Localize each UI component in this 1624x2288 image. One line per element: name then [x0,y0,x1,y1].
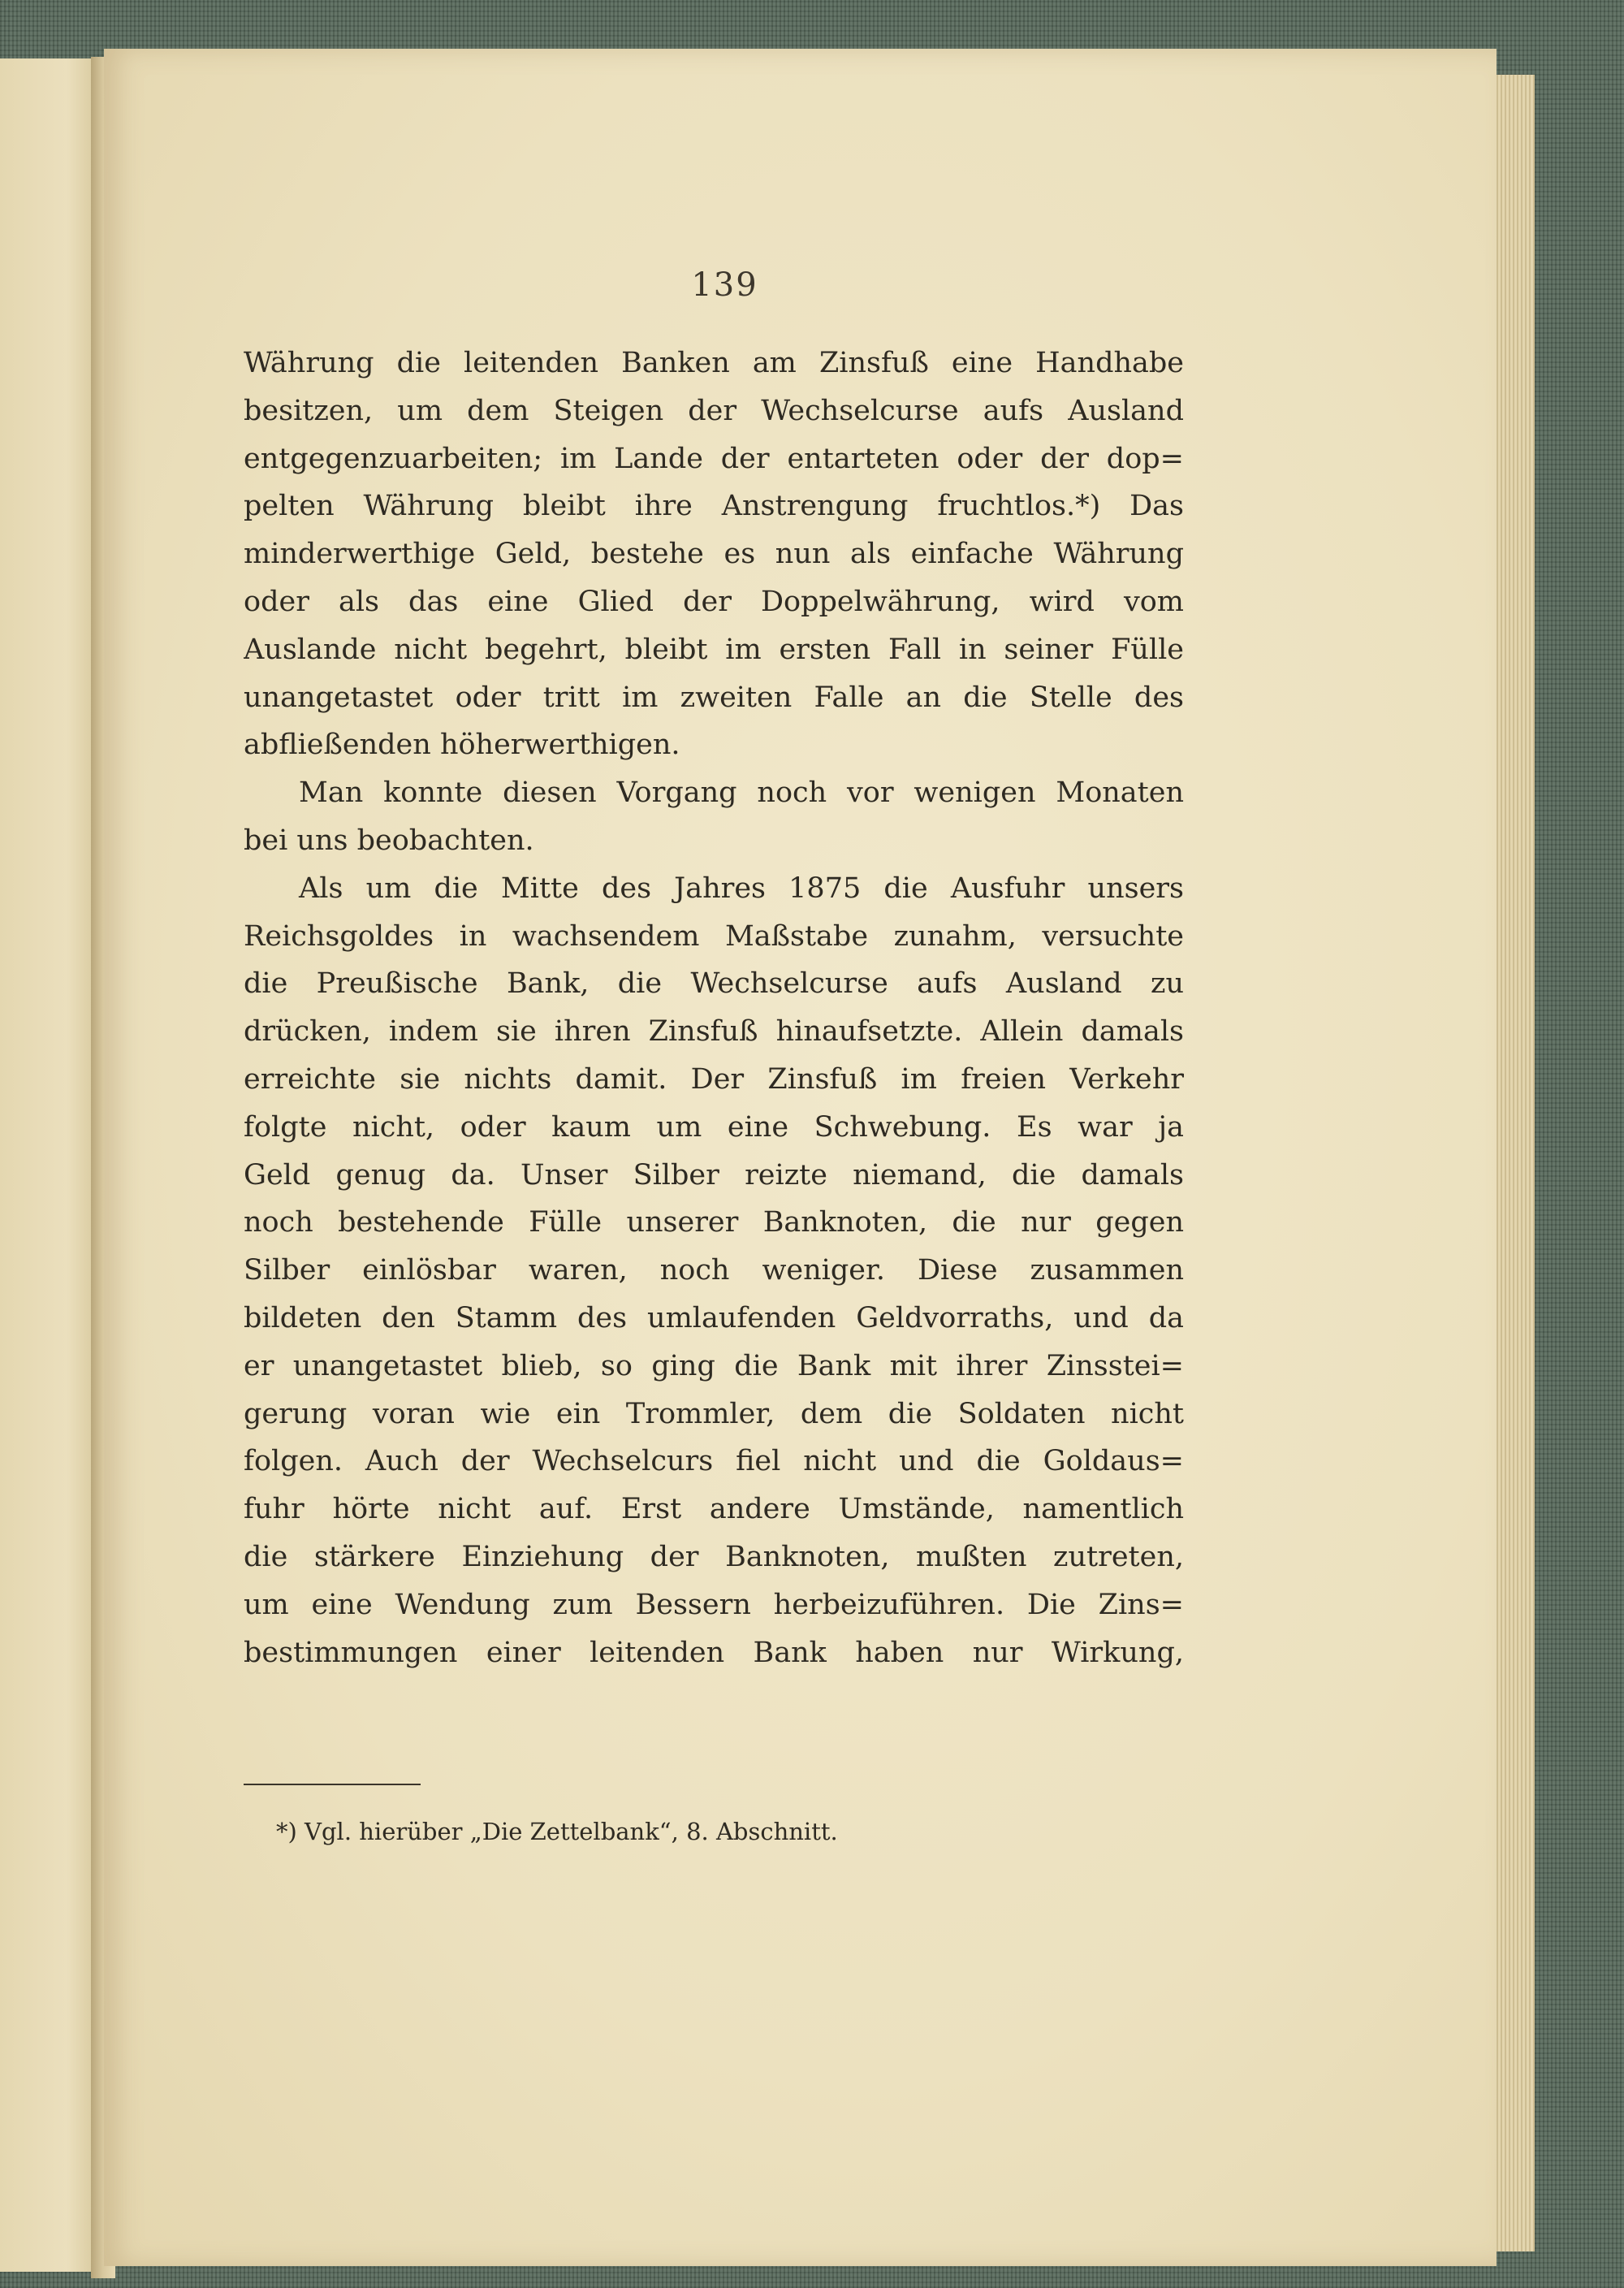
text-line: noch bestehende Fülle unserer Banknoten, die nur gegen [244,1206,1184,1239]
text-line: Auslande nicht begehrt, bleibt im ersten Fall in seiner Fülle [244,633,1184,666]
text-line: entgegenzuarbeiten; im Lande der entarteten oder der dop= [244,442,1184,475]
text-line: minderwerthige Geld, bestehe es nun als einfache Währung [244,538,1184,571]
text-line: erreichte sie nichts damit. Der Zinsfuß im freien Verkehr [244,1062,1184,1096]
text-line: oder als das eine Glied der Doppelwährung, wird vom [244,585,1184,618]
text-line: besitzen, um dem Steigen der Wechselcurse aufs Ausland [244,394,1184,427]
paragraph-3 [244,865,1184,1677]
text-line: abfließenden höherwerthigen. [244,729,680,762]
text-line: Silber einlösbar waren, noch weniger. Diese zusammen [244,1254,1184,1287]
text-line: folgte nicht, oder kaum um eine Schwebung. Es war ja [244,1110,1184,1144]
text-line: Man konnte diesen Vorgang noch vor wenigen Monaten [299,776,1184,810]
paragraph-2 [244,769,1184,865]
page-number: 139 [691,266,758,304]
text-line: unangetastet oder tritt im zweiten Falle an die Stelle des [244,681,1184,714]
text-line: pelten Währung bleibt ihre Anstrengung fruchtlos.*) Das [244,490,1184,523]
paragraph-1 [244,340,1184,769]
text-line: folgen. Auch der Wechselcurs fiel nicht und die Goldaus= [244,1445,1184,1478]
text-line: um eine Wendung zum Bessern herbeizuführen. Die Zins= [244,1588,1184,1621]
text-line: Währung die leitenden Banken am Zinsfuß eine Handhabe [244,347,1184,379]
text-line: bildeten den Stamm des umlaufenden Geldvorraths, und da [244,1301,1184,1334]
text-line: er unangetastet blieb, so ging die Bank mit ihrer Zinsstei= [244,1349,1184,1382]
text-line: fuhr hörte nicht auf. Erst andere Umstände, namentlich [244,1493,1184,1526]
text-line: Geld genug da. Unser Silber reizte niemand, die damals [244,1158,1184,1192]
footnote-divider [244,1784,421,1785]
text-line: gerung voran wie ein Trommler, dem die Soldaten nicht [244,1397,1184,1430]
footnote: *) Vgl. hierüber „Die Zettelbank“, 8. Abschnitt. [276,1818,838,1845]
previous-page-edge [0,58,97,2272]
text-line: bestimmungen einer leitenden Bank haben nur Wirkung, [244,1636,1184,1669]
body-text [244,340,1184,1676]
text-line: Als um die Mitte des Jahres 1875 die Ausfuhr unsers [299,872,1184,905]
text-line: drücken, indem sie ihren Zinsfuß hinaufsetzte. Allein damals [244,1015,1184,1049]
text-line: die stärkere Einziehung der Banknoten, mußten zutreten, [244,1540,1184,1573]
text-line: bei uns beobachten. [244,824,534,857]
text-line: Reichsgoldes in wachsendem Maßstabe zunahm, versuchte [244,919,1184,953]
text-line: die Preußische Bank, die Wechselcurse aufs Ausland zu [244,967,1184,1001]
